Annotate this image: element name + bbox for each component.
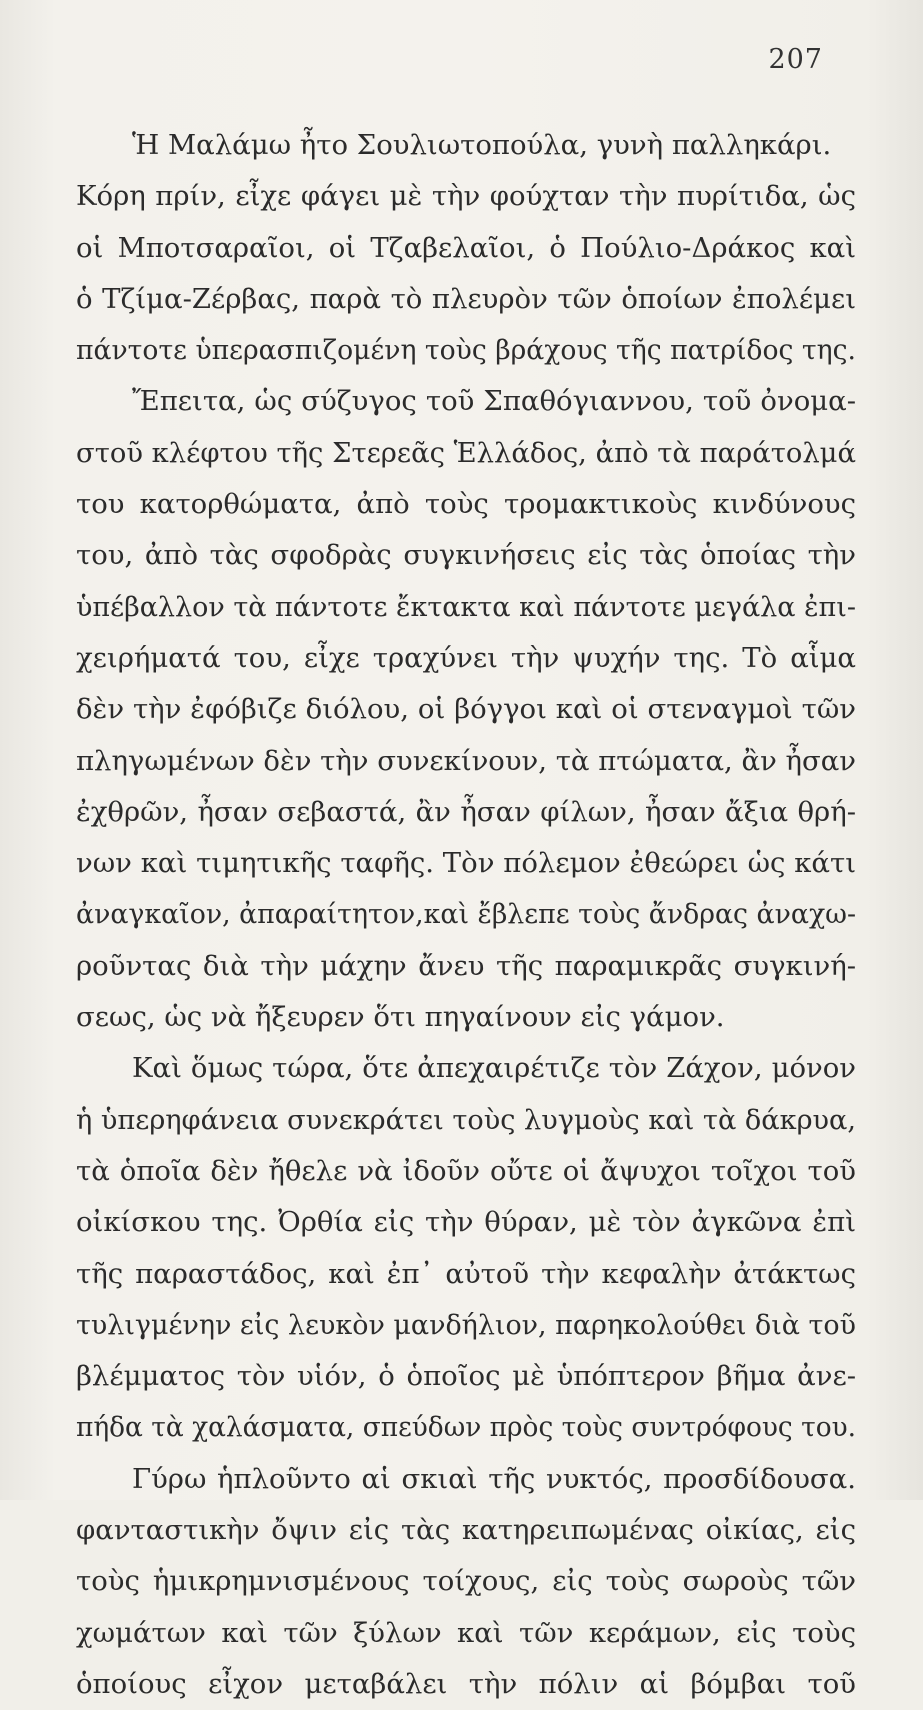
text-line: δὲν τὴν ἐφόβιζε διόλου, οἱ βόγγοι καὶ οἱ στεναγμοὶ τῶν [76, 693, 856, 726]
page-number: 207 [768, 44, 823, 75]
text-line: Γύρω ἡπλοῦντο αἱ σκιαὶ τῆς νυκτός, προσδίδουσα. [132, 1462, 856, 1495]
text-line: οἰκίσκου της. Ὀρθία εἰς τὴν θύραν, μὲ τὸν ἀγκῶνα ἐπὶ [76, 1206, 856, 1239]
text-line: πάντοτε ὑπερασπιζομένη τοὺς βράχους τῆς πατρίδος της. [76, 334, 856, 367]
text-line: βλέμματος τὸν υἱόν, ὁ ὁποῖος μὲ ὑπόπτερον βῆμα ἀνε- [76, 1360, 856, 1393]
text-line: τοὺς ἡμικρημνισμένους τοίχους, εἰς τοὺς σωροὺς τῶν [76, 1565, 856, 1598]
text-line: οἱ Μποτσαραῖοι, οἱ Τζαβελαῖοι, ὁ Πούλιο-Δράκος καὶ [76, 231, 856, 264]
text-line: ὁποίους εἶχον μεταβάλει τὴν πόλιν αἱ βόμβαι τοῦ [76, 1667, 856, 1700]
text-line: στοῦ κλέφτου τῆς Στερεᾶς Ἑλλάδος, ἀπὸ τὰ παράτολμά [76, 436, 856, 469]
text-line: νων καὶ τιμητικῆς ταφῆς. Τὸν πόλεμον ἐθεώρει ὡς κάτι [76, 847, 856, 880]
text-line: του κατορθώματα, ἀπὸ τοὺς τρομακτικοὺς κινδύνους [76, 488, 856, 521]
text-line: τῆς παραστάδος, καὶ ἐπ᾽ αὐτοῦ τὴν κεφαλὴν ἀτάκτως [76, 1257, 856, 1290]
text-line: ροῦντας διὰ τὴν μάχην ἄνευ τῆς παραμικρᾶς συγκινή- [76, 949, 856, 982]
text-line: τυλιγμένην εἰς λευκὸν μανδήλιον, παρηκολούθει διὰ τοῦ [76, 1308, 856, 1341]
text-line: ἀναγκαῖον, ἀπαραίτητον,καὶ ἔβλεπε τοὺς ἄνδρας ἀναχω- [76, 898, 857, 931]
body-text [76, 120, 856, 1710]
text-line: Καὶ ὅμως τώρα, ὅτε ἀπεχαιρέτιζε τὸν Ζάχον, μόνον [132, 1052, 856, 1085]
text-line: Ἡ Μαλάμω ἦτο Σουλιωτοπούλα, γυνὴ παλληκάρι. [132, 129, 832, 161]
text-line: τὰ ὁποῖα δὲν ἤθελε νὰ ἰδοῦν οὔτε οἱ ἄψυχοι τοῖχοι τοῦ [76, 1154, 856, 1187]
text-line: πήδα τὰ χαλάσματα, σπεύδων πρὸς τοὺς συντρόφους του. [76, 1411, 857, 1444]
text-line: του, ἀπὸ τὰς σφοδρὰς συγκινήσεις εἰς τὰς ὁποίας τὴν [76, 539, 856, 572]
text-line: Ἔπειτα, ὡς σύζυγος τοῦ Σπαθόγιαννου, τοῦ ὀνομα- [132, 385, 856, 418]
text-line: πληγωμένων δὲν τὴν συνεκίνουν, τὰ πτώματα, ἂν ἦσαν [76, 744, 856, 777]
text-line: χωμάτων καὶ τῶν ξύλων καὶ τῶν κεράμων, εἰς τοὺς [76, 1616, 856, 1649]
text-line: ἐχθρῶν, ἦσαν σεβαστά, ἂν ἦσαν φίλων, ἦσαν ἄξια θρή- [76, 795, 856, 828]
text-line: ὁ Τζίμα-Ζέρβας, παρὰ τὸ πλευρὸν τῶν ὁποίων ἐπολέμει [76, 282, 856, 315]
text-line: Κόρη πρίν, εἶχε φάγει μὲ τὴν φούχταν τὴν πυρίτιδα, ὡς [76, 180, 856, 213]
text-line: χειρήματά του, εἶχε τραχύνει τὴν ψυχήν της. Τὸ αἷμα [76, 641, 856, 674]
text-line: ἡ ὑπερηφάνεια συνεκράτει τοὺς λυγμοὺς καὶ τὰ δάκρυα, [76, 1103, 857, 1136]
text-line: φανταστικὴν ὄψιν εἰς τὰς κατηρειπωμένας οἰκίας, εἰς [76, 1514, 856, 1547]
text-line: σεως, ὡς νὰ ἤξευρεν ὅτι πηγαίνουν εἰς γάμον. [76, 1001, 725, 1034]
text-line: ὑπέβαλλον τὰ πάντοτε ἔκτακτα καὶ πάντοτε μεγάλα ἐπι- [76, 590, 856, 623]
